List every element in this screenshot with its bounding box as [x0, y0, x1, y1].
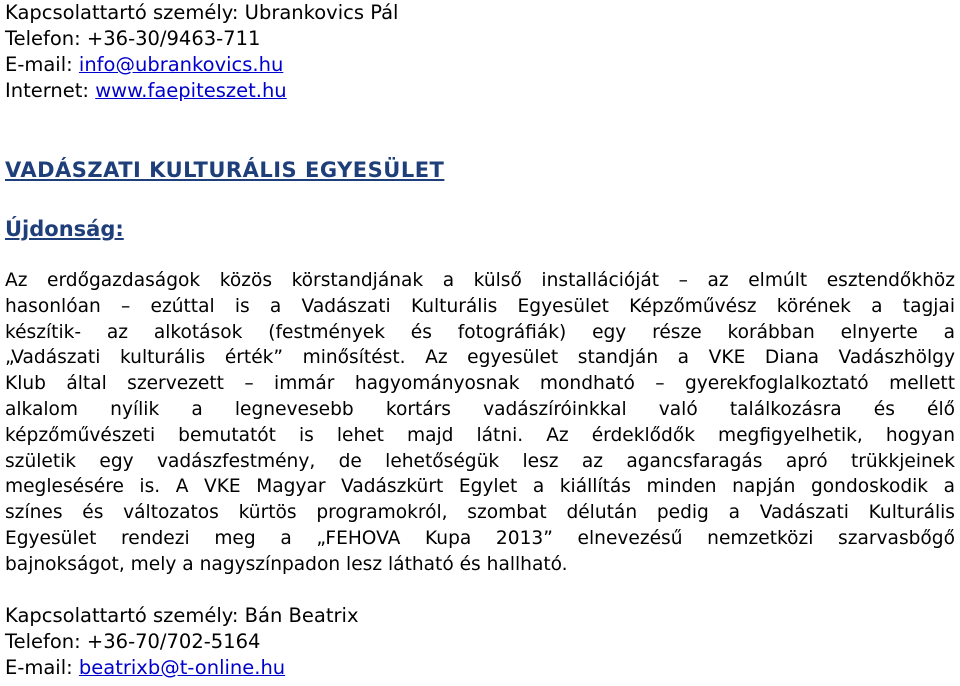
internet-prefix: Internet:: [5, 79, 96, 102]
paragraph-line: Klub által szervezett – immár hagyományosnak mondható – gyerekfoglalkoztató mellett: [5, 373, 955, 395]
contact-phone: Telefon: +36-30/9463-711: [5, 27, 261, 50]
news-heading: Újdonság:: [5, 217, 124, 241]
paragraph-line: készítik- az alkotások (festmények és fotográfiák) egy része korábban elnyerte a: [5, 321, 955, 343]
email-link[interactable]: beatrixb@t-online.hu: [78, 656, 286, 679]
news-paragraph: [5, 268, 955, 578]
paragraph-line: alkalom nyílik a legnevesebb kortárs vadászíróinkkal való találkozásra és élő: [5, 398, 955, 420]
paragraph-line: születik egy vadászfestmény, de lehetőségük lesz az agancsfaragás apró trükkjeinek: [5, 450, 955, 472]
organization-title: VADÁSZATI KULTURÁLIS EGYESÜLET: [5, 158, 445, 182]
contact-email-row: [5, 52, 398, 78]
contact-email-row: [5, 655, 359, 681]
paragraph-line: bajnokságot, mely a nagyszínpadon lesz látható és hallható.: [5, 553, 568, 575]
contact-block-top: [5, 0, 398, 104]
paragraph-line: Az erdőgazdaságok közös körstandjának a külső installációját – az elmúlt esztendőkhöz: [5, 270, 955, 291]
contact-phone: Telefon: +36-70/702-5164: [5, 630, 261, 653]
paragraph-line: hasonlóan – ezúttal is a Vadászati Kulturális Egyesület Képzőművész körének a tagjai: [5, 295, 955, 317]
contact-website-row: [5, 78, 398, 104]
paragraph-line: képzőművészeti bemutatót is lehet majd látni. Az érdeklődők megfigyelhetik, hogyan: [5, 424, 955, 446]
paragraph-line: „Vadászati kulturális érték” minősítést. Az egyesület standján a VKE Diana Vadászhölgy: [5, 347, 955, 369]
email-prefix: E-mail:: [5, 656, 79, 679]
paragraph-line: Egyesület rendezi meg a „FEHOVA Kupa 2013” elnevezésű nemzetközi szarvasbőgő: [5, 527, 955, 549]
contact-person: Kapcsolattartó személy: Bán Beatrix: [5, 604, 359, 627]
website-link[interactable]: www.faepiteszet.hu: [95, 79, 287, 102]
paragraph-line: színes és változatos kürtös programokról, szombat délután pedig a Vadászati Kulturális: [5, 502, 955, 524]
contact-block-bottom: [5, 603, 359, 681]
email-prefix: E-mail:: [5, 53, 79, 76]
paragraph-line: meglesésére is. A VKE Magyar Vadászkürt Egylet a kiállítás minden napján gondoskodik a: [5, 476, 955, 498]
contact-person: Kapcsolattartó személy: Ubrankovics Pál: [5, 1, 399, 24]
email-link[interactable]: info@ubrankovics.hu: [78, 53, 284, 76]
